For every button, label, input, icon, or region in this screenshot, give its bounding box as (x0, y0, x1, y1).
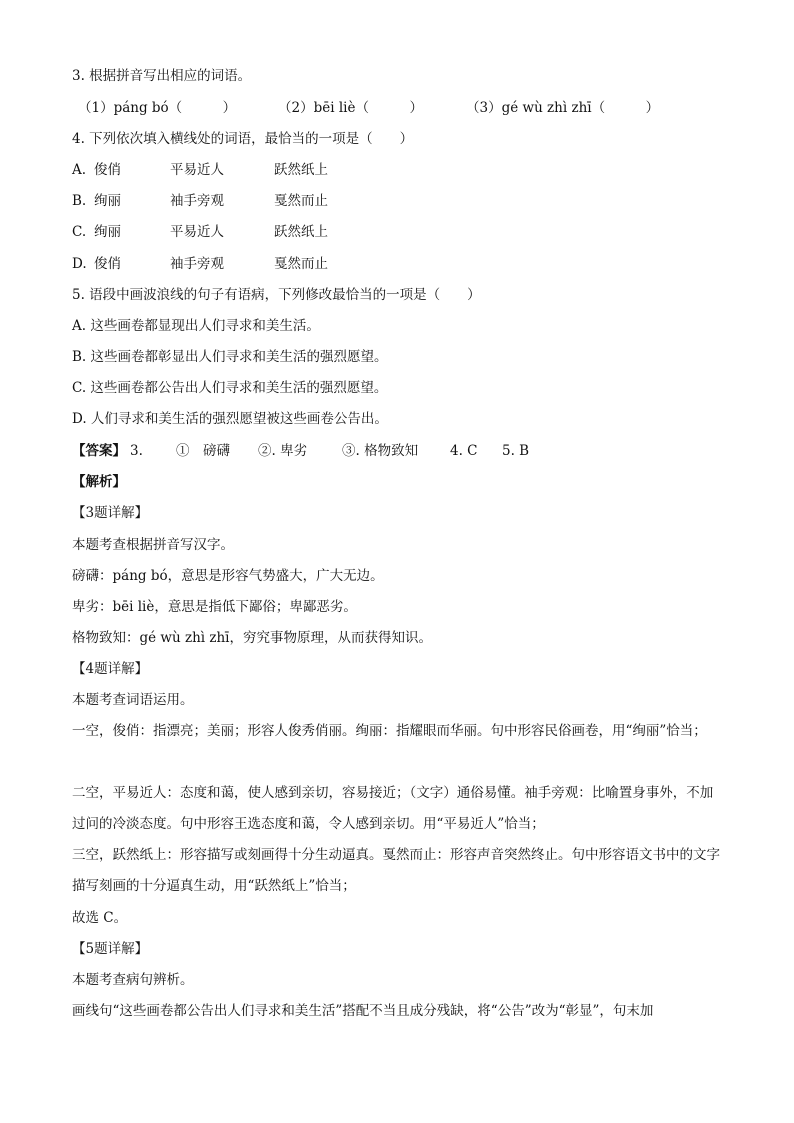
q3-detail-line: 格物致知：gé wù zhì zhī，穷究事物原理，从而获得知识。 (72, 630, 433, 646)
option-word-1: 俊俏 (94, 256, 121, 272)
q3-detail-line: 本题考查根据拼音写汉字。 (72, 537, 234, 553)
option-word-2: 袖手旁观 (170, 256, 224, 272)
option-word-2: 袖手旁观 (170, 193, 224, 209)
q5-option-a: A. 这些画卷都显现出人们寻求和美生活。 (72, 318, 320, 334)
q4-stem: 4. 下列依次填入横线处的词语，最恰当的一项是（ ） (72, 131, 414, 147)
q5-option-b: B. 这些画卷都彰显出人们寻求和美生活的强烈愿望。 (72, 349, 388, 365)
analysis-label: 【解析】 (72, 474, 126, 490)
q3-detail-line: 磅礴：páng bó，意思是形容气势盛大，广大无边。 (72, 568, 384, 584)
answer-part: ②. 卑劣 (258, 443, 308, 459)
option-word-3: 跃然纸上 (274, 162, 328, 178)
option-word-1: 绚丽 (94, 193, 121, 209)
q3-detail-heading: 【3题详解】 (72, 505, 149, 521)
q4-option-b (72, 191, 472, 211)
q4-option-d (72, 254, 472, 274)
answer-part: 5. B (502, 443, 530, 459)
q4-detail-paragraph-1: 一空，俊俏：指漂亮；美丽；形容人俊秀俏丽。绚丽：指耀眼而华丽。句中形容民俗画卷，用“绚丽”恰当； (72, 723, 707, 739)
q3-item-2: （2）bēi liè（ ） (278, 100, 423, 116)
option-letter: A. (72, 162, 87, 178)
option-letter: D. (72, 256, 87, 272)
q4-option-c (72, 222, 472, 242)
option-word-3: 跃然纸上 (274, 224, 328, 240)
q4-detail-intro: 本题考查词语运用。 (72, 692, 194, 708)
answer-label: 【答案】 (72, 443, 126, 459)
option-word-2: 平易近人 (170, 162, 224, 178)
q5-option-c: C. 这些画卷都公告出人们寻求和美生活的强烈愿望。 (72, 380, 388, 396)
option-word-3: 戛然而止 (274, 193, 328, 209)
option-word-2: 平易近人 (170, 224, 224, 240)
answer-part: 3. (130, 443, 143, 459)
option-letter: B. (72, 193, 87, 209)
answer-part: 4. C (450, 443, 478, 459)
q4-detail-paragraph-3: 三空，跃然纸上：形容描写或刻画得十分生动逼真。戛然而止：形容声音突然终止。句中形容语文书中的文字描写刻画的十分逼真生动，用“跃然纸上”恰当； (72, 847, 720, 894)
option-letter: C. (72, 224, 87, 240)
q5-detail-paragraph: 画线句“这些画卷都公告出人们寻求和美生活”搭配不当且成分残缺，将“公告”改为“彰显”，句末加 (72, 1003, 654, 1019)
answer-line (72, 441, 572, 461)
q4-option-a (72, 160, 472, 180)
option-word-3: 戛然而止 (274, 256, 328, 272)
q4-detail-conclusion: 故选 C。 (72, 910, 128, 926)
q5-detail-heading: 【5题详解】 (72, 941, 149, 957)
option-word-1: 俊俏 (94, 162, 121, 178)
option-word-1: 绚丽 (94, 224, 121, 240)
q3-items (0, 98, 794, 118)
q5-stem: 5. 语段中画波浪线的句子有语病，下列修改最恰当的一项是（ ） (72, 287, 481, 303)
q4-detail-heading: 【4题详解】 (72, 661, 149, 677)
q3-stem: 3. 根据拼音写出相应的词语。 (72, 68, 252, 84)
q5-option-d: D. 人们寻求和美生活的强烈愿望被这些画卷公告出。 (72, 411, 388, 427)
q5-detail-intro: 本题考查病句辨析。 (72, 972, 194, 988)
q3-item-3: （3）gé wù zhì zhī（ ） (466, 100, 660, 116)
answer-part: ① 磅礴 (176, 443, 230, 459)
q3-detail-line: 卑劣：bēi liè，意思是指低下鄙俗；卑鄙恶劣。 (72, 599, 357, 615)
answer-part: ③. 格物致知 (342, 443, 419, 459)
q4-detail-paragraph-2: 二空，平易近人：态度和蔼，使人感到亲切，容易接近；（文字）通俗易懂。袖手旁观：比喻置身事外，不加过问的冷淡态度。句中形容王选态度和蔼，令人感到亲切。用“平易近人”恰当； (72, 785, 714, 832)
q3-item-1: （1）páng bó（ ） (78, 100, 237, 116)
